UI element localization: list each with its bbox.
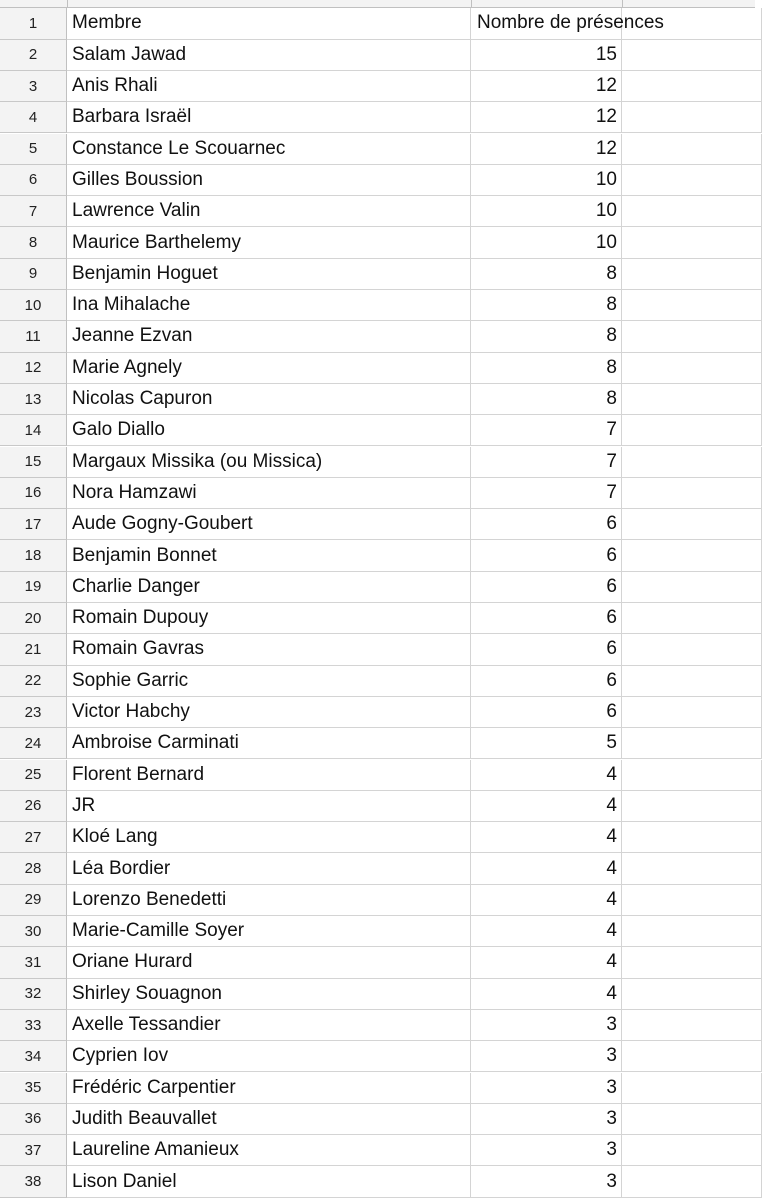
presence-count-cell[interactable]: 6 <box>471 603 622 634</box>
member-name-cell[interactable]: Gilles Boussion <box>67 165 471 196</box>
presence-count-cell[interactable]: 10 <box>471 196 622 227</box>
empty-cell[interactable] <box>622 8 762 39</box>
member-name-cell[interactable]: Aude Gogny-Goubert <box>67 509 471 540</box>
table-row <box>0 196 755 227</box>
table-row <box>0 478 755 509</box>
presence-count-cell[interactable]: 4 <box>471 853 622 884</box>
table-row <box>0 947 755 978</box>
row-number[interactable]: 12 <box>0 353 67 384</box>
row-number[interactable]: 28 <box>0 853 67 884</box>
table-row <box>0 71 755 102</box>
row-number[interactable]: 37 <box>0 1135 67 1166</box>
table-row <box>0 1104 755 1135</box>
presence-count-cell[interactable]: 8 <box>471 384 622 415</box>
presence-count-cell[interactable]: 15 <box>471 40 622 71</box>
table-row <box>0 384 755 415</box>
row-number[interactable]: 22 <box>0 666 67 697</box>
row-number[interactable]: 38 <box>0 1166 67 1197</box>
empty-cell[interactable] <box>622 40 762 71</box>
presence-count-cell[interactable]: 4 <box>471 947 622 978</box>
empty-cell[interactable] <box>622 134 762 165</box>
row-number[interactable]: 27 <box>0 822 67 853</box>
member-name-cell[interactable]: Florent Bernard <box>67 760 471 791</box>
empty-cell[interactable] <box>622 1135 762 1166</box>
member-name-cell[interactable]: Anis Rhali <box>67 71 471 102</box>
presence-count-cell[interactable]: 8 <box>471 353 622 384</box>
presence-count-cell[interactable]: 6 <box>471 572 622 603</box>
row-number[interactable]: 32 <box>0 979 67 1010</box>
empty-cell[interactable] <box>622 822 762 853</box>
member-name-cell[interactable]: Benjamin Hoguet <box>67 259 471 290</box>
table-row <box>0 697 755 728</box>
member-name-cell[interactable]: Maurice Barthelemy <box>67 227 471 258</box>
presence-count-cell[interactable]: 7 <box>471 478 622 509</box>
member-name-cell[interactable]: Constance Le Scouarnec <box>67 134 471 165</box>
presence-count-cell[interactable]: 6 <box>471 540 622 571</box>
column-header-strip <box>0 0 755 8</box>
empty-cell[interactable] <box>622 572 762 603</box>
row-number[interactable]: 24 <box>0 728 67 759</box>
row-number[interactable]: 23 <box>0 697 67 728</box>
row-number[interactable]: 3 <box>0 71 67 102</box>
row-number[interactable]: 13 <box>0 384 67 415</box>
row-number[interactable]: 10 <box>0 290 67 321</box>
table-row <box>0 822 755 853</box>
empty-cell[interactable] <box>622 259 762 290</box>
empty-cell[interactable] <box>622 384 762 415</box>
member-name-cell[interactable]: Kloé Lang <box>67 822 471 853</box>
empty-cell[interactable] <box>622 947 762 978</box>
table-row <box>0 1041 755 1072</box>
member-name-cell[interactable]: Marie-Camille Soyer <box>67 916 471 947</box>
empty-cell[interactable] <box>622 603 762 634</box>
empty-cell[interactable] <box>622 697 762 728</box>
row-number[interactable]: 33 <box>0 1010 67 1041</box>
row-number[interactable]: 9 <box>0 259 67 290</box>
empty-cell[interactable] <box>622 853 762 884</box>
table-row <box>0 853 755 884</box>
row-number[interactable]: 17 <box>0 509 67 540</box>
empty-cell[interactable] <box>622 478 762 509</box>
presence-count-cell[interactable]: 4 <box>471 791 622 822</box>
table-row <box>0 227 755 258</box>
empty-cell[interactable] <box>622 1010 762 1041</box>
table-row <box>0 979 755 1010</box>
row-number[interactable]: 36 <box>0 1104 67 1135</box>
member-name-cell[interactable]: Barbara Israël <box>67 102 471 133</box>
presence-count-cell[interactable]: 10 <box>471 165 622 196</box>
row-number[interactable]: 19 <box>0 572 67 603</box>
member-name-cell[interactable]: Ambroise Carminati <box>67 728 471 759</box>
presence-count-cell[interactable]: 8 <box>471 259 622 290</box>
row-number[interactable]: 16 <box>0 478 67 509</box>
member-name-cell[interactable]: Margaux Missika (ou Missica) <box>67 447 471 478</box>
row-number[interactable]: 20 <box>0 603 67 634</box>
empty-cell[interactable] <box>622 509 762 540</box>
row-number[interactable]: 6 <box>0 165 67 196</box>
empty-cell[interactable] <box>622 165 762 196</box>
presence-count-cell[interactable]: 4 <box>471 885 622 916</box>
row-number[interactable]: 2 <box>0 40 67 71</box>
column-divider <box>67 0 68 8</box>
member-name-cell[interactable]: Axelle Tessandier <box>67 1010 471 1041</box>
empty-cell[interactable] <box>622 634 762 665</box>
empty-cell[interactable] <box>622 227 762 258</box>
table-row <box>0 540 755 571</box>
row-number[interactable]: 8 <box>0 227 67 258</box>
row-number[interactable]: 4 <box>0 102 67 133</box>
table-row <box>0 1010 755 1041</box>
empty-cell[interactable] <box>622 540 762 571</box>
member-name-cell[interactable]: Romain Gavras <box>67 634 471 665</box>
table-row <box>0 447 755 478</box>
member-name-cell[interactable]: Frédéric Carpentier <box>67 1073 471 1104</box>
empty-cell[interactable] <box>622 290 762 321</box>
row-number[interactable]: 25 <box>0 760 67 791</box>
empty-cell[interactable] <box>622 447 762 478</box>
presence-count-cell[interactable]: 3 <box>471 1041 622 1072</box>
member-name-cell[interactable]: Galo Diallo <box>67 415 471 446</box>
presence-count-cell[interactable]: 7 <box>471 415 622 446</box>
row-number[interactable]: 7 <box>0 196 67 227</box>
empty-cell[interactable] <box>622 196 762 227</box>
empty-cell[interactable] <box>622 979 762 1010</box>
column-divider <box>622 0 623 8</box>
member-name-cell[interactable]: Nora Hamzawi <box>67 478 471 509</box>
table-row <box>0 760 755 791</box>
empty-cell[interactable] <box>622 1073 762 1104</box>
presence-count-cell[interactable]: 3 <box>471 1073 622 1104</box>
empty-cell[interactable] <box>622 415 762 446</box>
header-row <box>0 8 755 39</box>
member-name-cell[interactable]: Salam Jawad <box>67 40 471 71</box>
table-row <box>0 791 755 822</box>
member-name-cell[interactable]: Laureline Amanieux <box>67 1135 471 1166</box>
table-row <box>0 572 755 603</box>
table-row <box>0 509 755 540</box>
table-row <box>0 666 755 697</box>
presence-count-cell[interactable]: 8 <box>471 321 622 352</box>
column-divider <box>471 0 472 8</box>
empty-cell[interactable] <box>622 1041 762 1072</box>
presence-count-cell[interactable]: 7 <box>471 447 622 478</box>
table-row <box>0 916 755 947</box>
empty-cell[interactable] <box>622 71 762 102</box>
presence-count-cell[interactable]: 3 <box>471 1104 622 1135</box>
table-row <box>0 603 755 634</box>
row-number[interactable]: 15 <box>0 447 67 478</box>
presence-count-cell[interactable]: 12 <box>471 102 622 133</box>
presence-count-cell[interactable]: 3 <box>471 1166 622 1197</box>
member-name-cell[interactable]: Oriane Hurard <box>67 947 471 978</box>
table-row <box>0 40 755 71</box>
row-number[interactable]: 21 <box>0 634 67 665</box>
presence-count-cell[interactable]: 12 <box>471 134 622 165</box>
table-row <box>0 165 755 196</box>
presence-count-cell[interactable]: 4 <box>471 822 622 853</box>
presence-count-cell[interactable]: 4 <box>471 916 622 947</box>
table-row <box>0 415 755 446</box>
presence-count-cell[interactable]: 8 <box>471 290 622 321</box>
table-row <box>0 259 755 290</box>
member-name-cell[interactable]: Benjamin Bonnet <box>67 540 471 571</box>
presence-count-cell[interactable]: 3 <box>471 1135 622 1166</box>
row-number[interactable]: 1 <box>0 8 67 39</box>
empty-cell[interactable] <box>622 1166 762 1197</box>
header-cell-membre[interactable]: Membre <box>67 8 471 39</box>
member-name-cell[interactable]: Marie Agnely <box>67 353 471 384</box>
presence-count-cell[interactable]: 6 <box>471 634 622 665</box>
table-row <box>0 1135 755 1166</box>
presence-count-cell[interactable]: 4 <box>471 979 622 1010</box>
row-number[interactable]: 5 <box>0 134 67 165</box>
empty-cell[interactable] <box>622 353 762 384</box>
table-row <box>0 634 755 665</box>
table-row <box>0 1073 755 1104</box>
row-number[interactable]: 14 <box>0 415 67 446</box>
presence-count-cell[interactable]: 6 <box>471 697 622 728</box>
row-number[interactable]: 29 <box>0 885 67 916</box>
member-name-cell[interactable]: Léa Bordier <box>67 853 471 884</box>
row-number[interactable]: 26 <box>0 791 67 822</box>
header-cell-presences[interactable]: Nombre de présences <box>471 8 622 39</box>
member-name-cell[interactable]: Jeanne Ezvan <box>67 321 471 352</box>
empty-cell[interactable] <box>622 791 762 822</box>
row-number[interactable]: 34 <box>0 1041 67 1072</box>
presence-count-cell[interactable]: 3 <box>471 1010 622 1041</box>
row-number[interactable]: 18 <box>0 540 67 571</box>
member-name-cell[interactable]: Cyprien Iov <box>67 1041 471 1072</box>
empty-cell[interactable] <box>622 1104 762 1135</box>
row-number[interactable]: 31 <box>0 947 67 978</box>
presence-count-cell[interactable]: 10 <box>471 227 622 258</box>
row-number[interactable]: 35 <box>0 1073 67 1104</box>
empty-cell[interactable] <box>622 885 762 916</box>
member-name-cell[interactable]: Nicolas Capuron <box>67 384 471 415</box>
table-row <box>0 290 755 321</box>
member-name-cell[interactable]: Victor Habchy <box>67 697 471 728</box>
member-name-cell[interactable]: Judith Beauvallet <box>67 1104 471 1135</box>
table-row <box>0 102 755 133</box>
presence-count-cell[interactable]: 12 <box>471 71 622 102</box>
table-row <box>0 728 755 759</box>
table-row <box>0 1166 755 1197</box>
empty-cell[interactable] <box>622 916 762 947</box>
member-name-cell[interactable]: Charlie Danger <box>67 572 471 603</box>
table-row <box>0 885 755 916</box>
presence-count-cell[interactable]: 5 <box>471 728 622 759</box>
member-name-cell[interactable]: JR <box>67 791 471 822</box>
empty-cell[interactable] <box>622 666 762 697</box>
member-name-cell[interactable]: Sophie Garric <box>67 666 471 697</box>
member-name-cell[interactable]: Shirley Souagnon <box>67 979 471 1010</box>
presence-count-cell[interactable]: 4 <box>471 760 622 791</box>
member-name-cell[interactable]: Lorenzo Benedetti <box>67 885 471 916</box>
presence-count-cell[interactable]: 6 <box>471 666 622 697</box>
empty-cell[interactable] <box>622 728 762 759</box>
empty-cell[interactable] <box>622 760 762 791</box>
member-name-cell[interactable]: Ina Mihalache <box>67 290 471 321</box>
table-row <box>0 353 755 384</box>
table-row <box>0 134 755 165</box>
row-number[interactable]: 11 <box>0 321 67 352</box>
member-name-cell[interactable]: Lison Daniel <box>67 1166 471 1197</box>
empty-cell[interactable] <box>622 102 762 133</box>
member-name-cell[interactable]: Lawrence Valin <box>67 196 471 227</box>
presence-count-cell[interactable]: 6 <box>471 509 622 540</box>
empty-cell[interactable] <box>622 321 762 352</box>
member-name-cell[interactable]: Romain Dupouy <box>67 603 471 634</box>
table-row <box>0 321 755 352</box>
row-number[interactable]: 30 <box>0 916 67 947</box>
